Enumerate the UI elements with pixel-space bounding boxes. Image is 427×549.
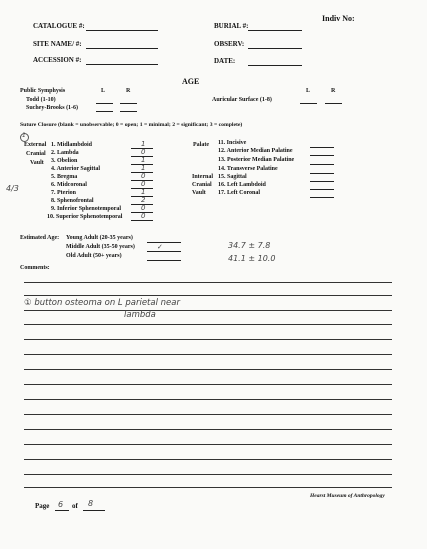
comment-line [24,339,392,340]
old-adult-label: Old Adult (50+ years) [66,253,122,259]
suture-value-5[interactable]: 0 [141,172,146,180]
page-number-line [55,510,69,511]
pubic-L-header: L [101,88,106,94]
vault-label: Vault [30,160,44,166]
external-label: External [24,142,47,148]
auricular-label: Auricular Surface (1-8) [212,97,272,103]
suture-item-10: 10. Superior Sphenotemporal [47,214,123,220]
comment-line [24,384,392,385]
site-name-field[interactable] [86,48,158,49]
comment-line [24,429,392,430]
burial-label: BURIAL #: [214,22,249,30]
comment-line [24,444,392,445]
suture-value-10[interactable]: 0 [141,212,146,220]
site-name-label: SITE NAME/ #: [33,40,82,48]
estimated-age-note-1: 34.7 ± 7.8 [228,241,271,250]
palate-label: Palate [193,142,209,148]
suture-item-15: 15. Sagittal [218,174,247,180]
suture-value-2[interactable]: 0 [141,148,146,156]
catalogue-field[interactable] [86,30,158,31]
comment-text-1: ① button osteoma on L parietal near [24,298,180,308]
suture-item-1: 1. Midlambdoid [51,142,93,148]
auricular-L-field[interactable] [300,103,317,104]
suture-line-12[interactable] [310,155,334,156]
suture-line-15[interactable] [310,181,334,182]
suture-line-10 [131,220,153,221]
suture-item-5: 5. Bregma [51,174,78,180]
young-adult-field[interactable] [147,242,181,243]
pubic-R-header: R [126,88,131,94]
catalogue-label: CATALOGUE #: [33,22,85,30]
suture-value-4[interactable]: 1 [141,164,146,172]
suture-line-13[interactable] [310,164,334,165]
suture-item-8: 8. Sphenofrontal [51,198,94,204]
comment-text-2: lambda [124,310,156,320]
page-number[interactable]: 6 [58,500,64,509]
comment-line [24,354,392,355]
suchey-R-field[interactable] [120,111,137,112]
comment-line [24,295,392,296]
suture-item-2: 2. Lambda [51,150,79,156]
comment-line [24,459,392,460]
suture-item-13: 13. Posterior Median Palatine [218,157,295,163]
comment-line [24,399,392,400]
comments-label: Comments: [20,265,50,271]
suture-line-17[interactable] [310,197,334,198]
suture-item-11: 11. Incisive [218,140,247,146]
comment-line [24,487,392,488]
suture-circle-mark-text: 1 [22,132,26,139]
suture-item-3: 3. Obelion [51,158,78,164]
suture-item-4: 4. Anterior Sagittal [51,166,101,172]
suture-item-6: 6. Midcoronal [51,182,87,188]
comment-line [24,310,392,311]
observer-label: OBSERV: [214,40,245,48]
date-field[interactable] [248,65,302,66]
burial-field[interactable] [248,30,302,31]
young-adult-label: Young Adult (20-35 years) [66,235,133,241]
suture-item-16: 16. Left Lambdoid [218,182,266,188]
pubic-symphysis-title: Public Symphysis [20,88,66,94]
suture-line-16[interactable] [310,189,334,190]
suture-item-9: 9. Inferior Sphenotemporal [51,206,122,212]
suture-value-3[interactable]: 1 [141,156,146,164]
comment-line [24,282,392,283]
suture-item-17: 17. Left Coronal [218,190,261,196]
todd-L-field[interactable] [96,103,113,104]
cranial-label: Cranial [26,151,46,157]
suture-value-6[interactable]: 0 [141,180,146,188]
auricular-R-field[interactable] [325,103,342,104]
middle-adult-checkmark: ✓ [157,243,163,251]
museum-name: Hearst Museum of Anthropology [310,493,385,499]
todd-label: Todd (1-10) [26,97,56,103]
suture-item-7: 7. Pterion [51,190,76,196]
suture-value-1[interactable]: 1 [141,140,146,148]
comment-line [24,369,392,370]
internal-vault-label: Vault [192,190,206,196]
estimated-age-note-2: 41.1 ± 10.0 [228,254,276,263]
accession-field[interactable] [86,64,158,65]
suture-value-8[interactable]: 2 [141,196,146,204]
observer-field[interactable] [248,48,302,49]
indiv-no-label: Indiv No: [322,14,355,23]
page-label: Page [35,502,50,510]
middle-adult-label: Middle Adult (35-50 years) [66,244,135,250]
suture-closure-header: Suture Closure (blank = unobservable; 0 = open; 1 = minimal; 2 = significant; 3 = complete) [20,122,243,128]
old-adult-field[interactable] [147,260,181,261]
suture-item-12: 12. Anterior Median Palatine [218,148,293,154]
of-label: of [72,502,78,510]
suture-line-14[interactable] [310,173,334,174]
date-label: DATE: [214,57,236,65]
suture-line-11[interactable] [310,147,334,148]
auricular-R-header: R [331,88,336,94]
suchey-L-field[interactable] [96,111,113,112]
internal-label: Internal [192,174,213,180]
middle-adult-field[interactable] [147,251,181,252]
auricular-L-header: L [306,88,311,94]
suture-value-7[interactable]: 1 [141,188,146,196]
comment-line [24,324,392,325]
comment-line [24,474,392,475]
estimated-age-label: Estimated Age: [20,235,60,241]
section-title: AGE [182,77,200,86]
page-total[interactable]: 8 [88,499,94,508]
page-total-line [83,510,105,511]
suchey-label: Suchey-Brooks (1-6) [26,105,79,111]
suture-value-9[interactable]: 0 [141,204,146,212]
todd-R-field[interactable] [120,103,137,104]
internal-cranial-label: Cranial [192,182,212,188]
suture-item-14: 14. Transverse Palatine [218,166,278,172]
accession-label: ACCESSION #: [33,56,82,64]
side-note: 4/3 [6,184,19,193]
comment-line [24,414,392,415]
